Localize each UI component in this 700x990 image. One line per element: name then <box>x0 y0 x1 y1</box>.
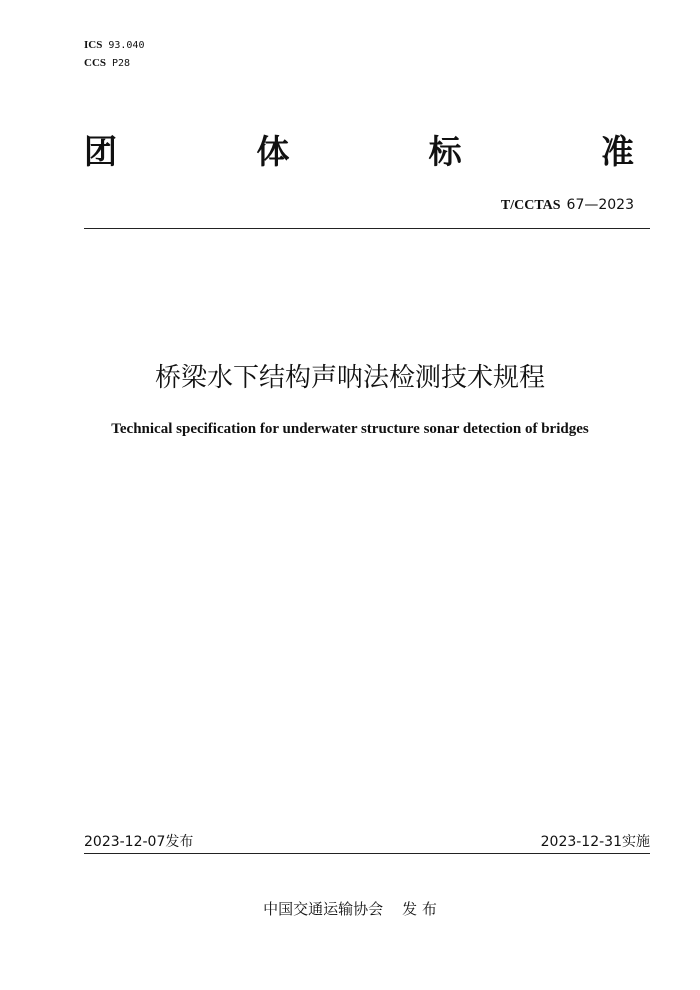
document-title-english: Technical specification for underwater structure sonar detection of bridges <box>111 421 589 437</box>
standard-code <box>501 197 634 214</box>
header-divider <box>84 228 650 229</box>
ics-label: ICS <box>84 39 103 51</box>
standard-code-prefix: T/CCTAS <box>500 198 561 213</box>
standard-type-char: 标 <box>428 132 462 171</box>
ccs-label: CCS <box>84 57 107 69</box>
standard-type-char: 体 <box>256 132 290 171</box>
ccs-value: P28 <box>112 58 131 69</box>
document-title-chinese: 桥梁水下结构声呐法检测技术规程 <box>154 363 545 393</box>
ccs-code <box>84 56 130 71</box>
standard-code-number: 67—2023 <box>566 197 634 213</box>
publish-date: 2023-12-07发布 <box>84 834 194 850</box>
footer-divider <box>84 853 650 854</box>
standard-type-heading <box>84 128 634 176</box>
standard-type-char: 准 <box>600 132 634 171</box>
standard-type-char: 团 <box>84 132 117 171</box>
publisher-line: 中国交通运输协会 发 布 <box>263 900 437 918</box>
ics-code <box>84 38 144 53</box>
implement-date: 2023-12-31实施 <box>540 834 650 850</box>
ics-value: 93.040 <box>108 40 145 51</box>
